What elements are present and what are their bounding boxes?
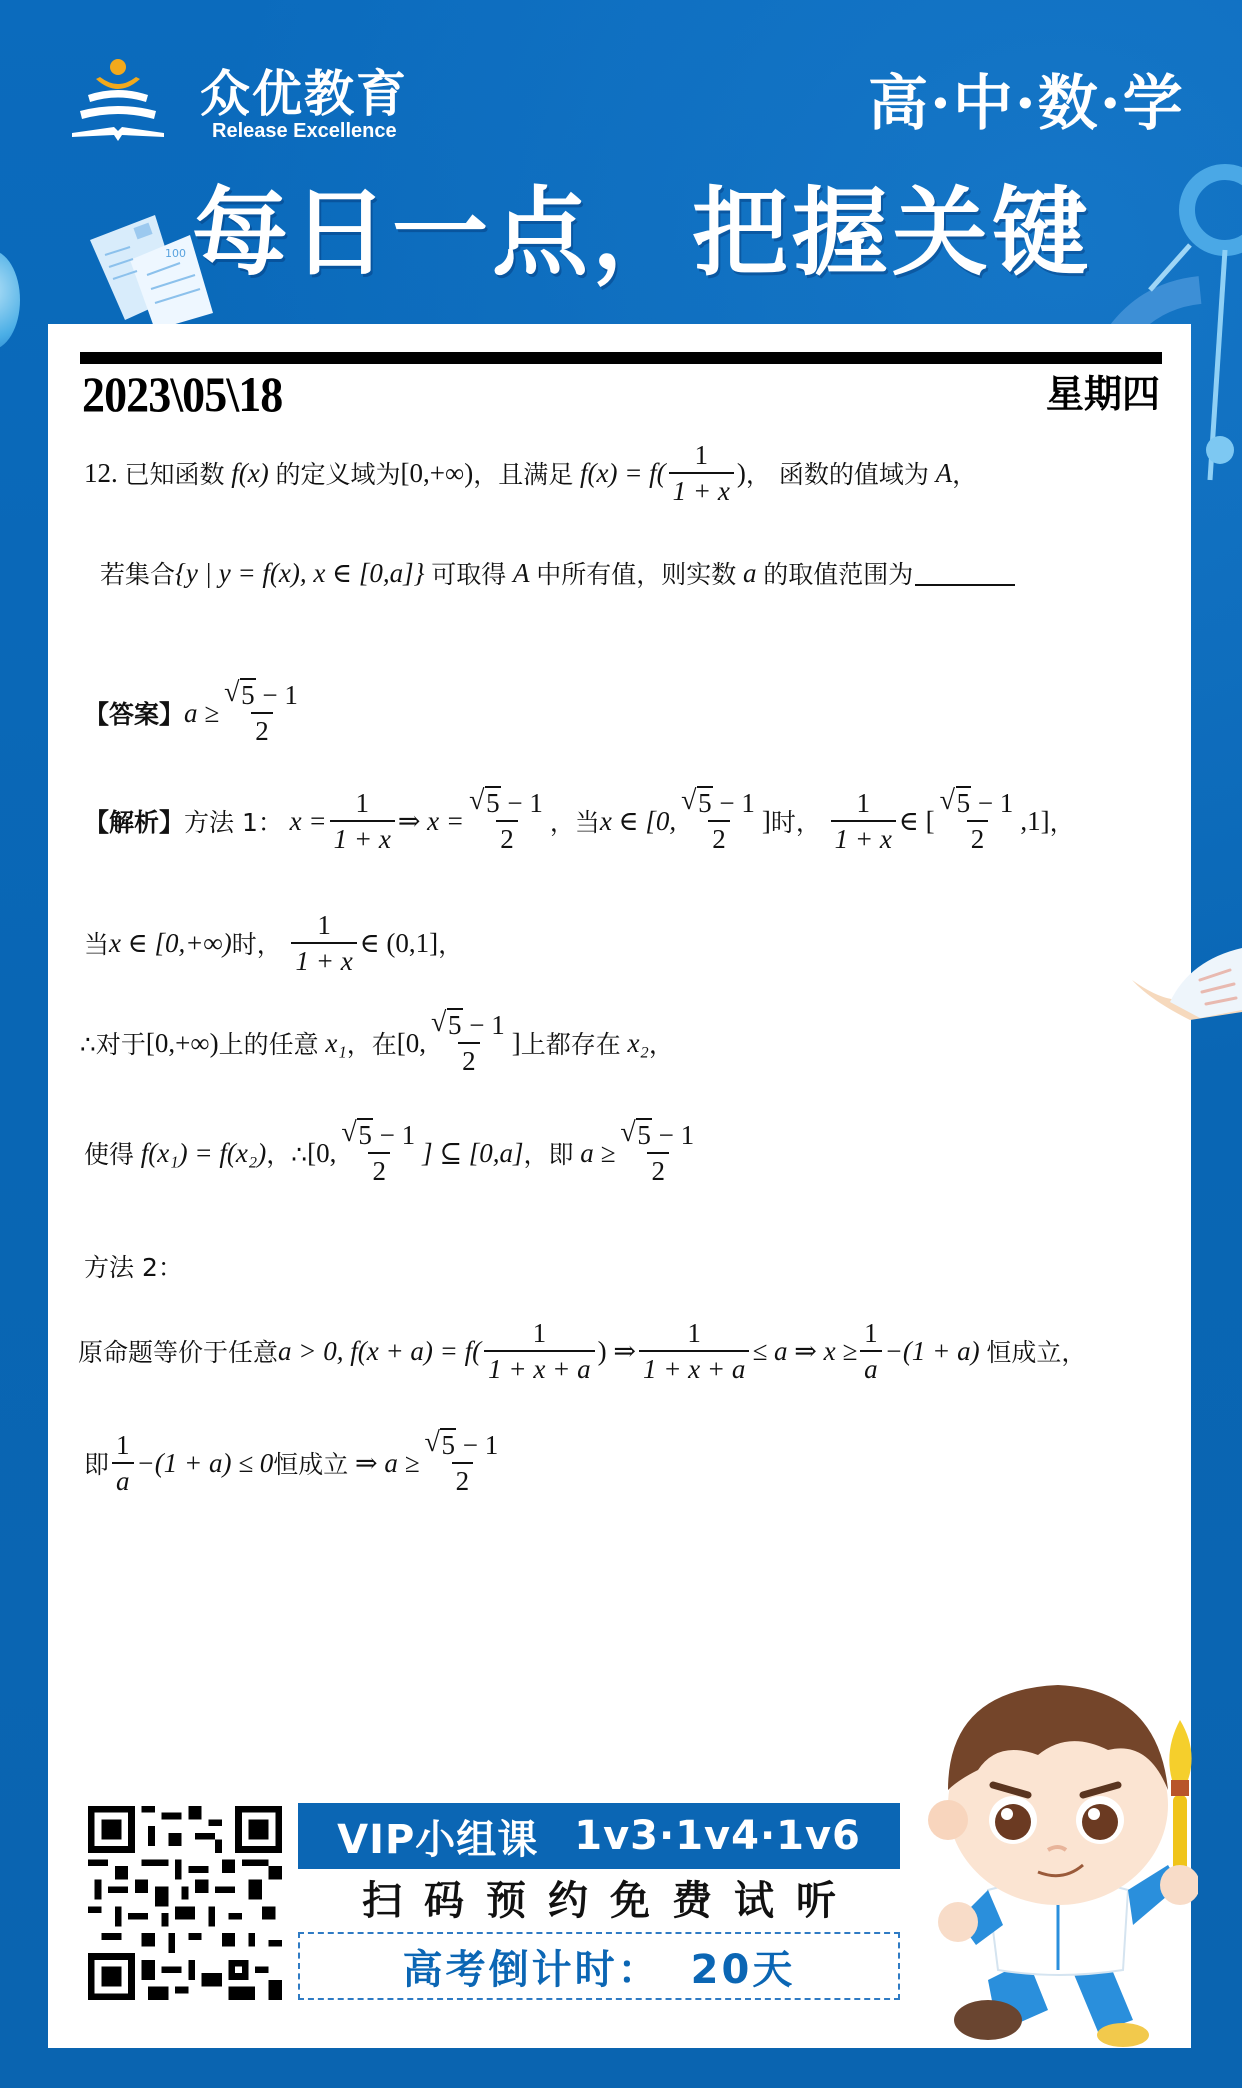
numerator: [429, 1010, 509, 1042]
math: ≤ a ⇒ x ≥: [752, 1335, 858, 1366]
text: − 1: [372, 1120, 416, 1150]
fraction: [467, 788, 547, 854]
text: 原命题等价于任意: [78, 1338, 279, 1367]
divider-bar: [80, 352, 1162, 364]
fraction: [330, 788, 395, 854]
date: 2023\05\18: [82, 366, 283, 422]
denominator: 1 + x + a: [484, 1350, 594, 1384]
text: − 1: [500, 788, 543, 818]
headline: 每日一点，把握关键: [192, 177, 1092, 289]
question-line-2: [100, 555, 1015, 591]
numerator: 1: [694, 440, 709, 470]
sqrt: [683, 788, 713, 818]
text: 上都存在: [520, 1030, 621, 1059]
text: − 1: [712, 788, 755, 818]
denominator: 2: [496, 820, 518, 854]
text: 恒成立: [273, 1450, 349, 1479]
denominator: 2: [368, 1152, 390, 1186]
countdown-label: 高考倒计时：: [402, 1946, 661, 1993]
numerator: 1: [116, 1430, 130, 1460]
text: 中所有值，则实数: [536, 560, 737, 589]
numerator: [618, 1120, 698, 1152]
text: 时，: [770, 808, 821, 837]
math: x₁: [325, 1027, 347, 1058]
math: A: [935, 457, 953, 488]
math: f(x₁) = f(x₂): [140, 1137, 267, 1168]
question-number: 12.: [84, 457, 118, 488]
text: ，: [648, 1030, 674, 1059]
math: A: [512, 557, 530, 588]
vip-formats: 1v3·1v4·1v6: [574, 1813, 861, 1859]
answer-line: [84, 680, 305, 746]
radicand: 5: [956, 788, 971, 818]
math: [0,: [307, 1137, 337, 1168]
numerator: 1: [687, 1318, 701, 1348]
math: a: [742, 557, 757, 588]
math: a > 0, f(x + a) = f(: [278, 1335, 482, 1366]
math: x₂: [627, 1027, 649, 1058]
numerator: [339, 1120, 419, 1152]
text: ，在: [346, 1030, 397, 1059]
text: 若集合: [100, 560, 176, 589]
answer-blank: [915, 560, 1015, 586]
solution-line-3: [80, 1010, 674, 1076]
sqrt: [471, 788, 501, 818]
svg-text:100: 100: [165, 247, 186, 260]
denominator: 1 + x + a: [639, 1350, 749, 1384]
math: ) ⇒: [597, 1335, 636, 1366]
sqrt: [226, 680, 256, 710]
math: x ∈ [0,+∞): [109, 927, 232, 958]
text: ，: [438, 930, 464, 959]
numerator: 1: [355, 788, 369, 818]
denominator: 2: [708, 820, 730, 854]
fraction: [639, 1318, 749, 1384]
radicand: 5: [698, 788, 712, 818]
question-line-1: [84, 440, 977, 506]
subject-title: 高·中·数·学: [868, 69, 1185, 139]
math: ]: [511, 1027, 521, 1058]
radicand: 5: [358, 1120, 372, 1150]
student-mascot-with-brush-icon: [918, 1660, 1198, 2050]
solution-line-6: [84, 1430, 505, 1496]
fraction: [339, 1120, 419, 1186]
denominator: 1 + x: [330, 820, 395, 854]
text: ∴对于: [80, 1030, 146, 1059]
fraction: [669, 440, 734, 506]
text: ，即: [523, 1140, 574, 1169]
numerator: 1: [864, 1318, 878, 1348]
text: 的定义域为: [275, 460, 401, 489]
scan-to-book-text: 扫码预约免费试听: [362, 1878, 858, 1924]
text: 时，: [231, 930, 282, 959]
sqrt: [426, 1430, 456, 1460]
text: ，: [1049, 808, 1075, 837]
math: ⇒ a ≥: [355, 1447, 420, 1478]
text: − 1: [971, 788, 1014, 818]
math: ,1]: [1020, 805, 1050, 836]
math: x =: [289, 805, 327, 836]
fraction: [860, 1318, 882, 1384]
decorative-sphere-icon: [0, 250, 20, 350]
math: {y | y = f(x), x ∈ [0,a]}: [175, 557, 425, 588]
denominator: 1 + x: [831, 820, 896, 854]
fraction: [222, 680, 302, 746]
text: − 1: [455, 1430, 499, 1460]
fraction: [679, 788, 759, 854]
text: ，∴: [266, 1140, 308, 1169]
radicand: 5: [241, 680, 255, 710]
denominator: 2: [967, 820, 989, 854]
math: a ≥: [580, 1137, 616, 1168]
fraction: [429, 1010, 509, 1076]
text: ，: [952, 460, 978, 489]
numerator: [422, 1430, 502, 1462]
text: 当: [84, 930, 110, 959]
weekday: 星期四: [1045, 371, 1160, 416]
text: 已知函数: [124, 460, 225, 489]
fraction: [112, 1430, 134, 1496]
math: ∈ [: [898, 805, 935, 836]
math: −(1 + a): [884, 1335, 980, 1366]
math: [0,: [396, 1027, 427, 1058]
math: ∈ (0,1]: [359, 927, 439, 958]
math: f(x): [231, 457, 269, 488]
solution-line-1: [84, 788, 1075, 854]
sqrt: [433, 1010, 463, 1040]
curled-paper-decoration-icon: [1130, 940, 1242, 1030]
numerator: [467, 788, 547, 820]
math: ⇒ x =: [397, 805, 465, 836]
math: x ∈ [0,: [599, 805, 677, 836]
method-2-label: [84, 1248, 183, 1284]
denominator: 1 + x: [669, 472, 734, 506]
solution-line-5: [78, 1318, 1086, 1384]
text: ，且满足: [473, 460, 574, 489]
math: a ≥: [184, 697, 220, 728]
solution-label: 【解析】: [84, 808, 185, 837]
numerator: 1: [317, 910, 331, 940]
text: − 1: [462, 1010, 505, 1040]
denominator: 2: [452, 1462, 474, 1496]
denominator: 1 + x: [291, 942, 356, 976]
fraction: [484, 1318, 594, 1384]
numerator: [679, 788, 759, 820]
fraction: [618, 1120, 698, 1186]
text: ，当: [549, 808, 600, 837]
vip-course-banner[interactable]: [298, 1803, 900, 1869]
denominator: 2: [458, 1042, 480, 1076]
text: − 1: [651, 1120, 695, 1150]
numerator: [222, 680, 302, 712]
denominator: a: [860, 1350, 882, 1384]
exam-countdown: [298, 1932, 900, 2000]
brand-name-cn: 众优教育: [200, 65, 408, 123]
vip-label: VIP小组课: [337, 1816, 539, 1863]
numerator: 1: [856, 788, 870, 818]
math: ]: [761, 805, 771, 836]
countdown-value: 20天: [690, 1946, 796, 1993]
text: 恒成立，: [986, 1338, 1087, 1367]
sqrt: [343, 1120, 373, 1150]
numerator: 1: [532, 1318, 547, 1348]
math: ] ⊆ [0,a]: [422, 1137, 524, 1168]
solution-line-4: [84, 1120, 701, 1186]
solution-line-2: [84, 910, 463, 976]
fraction: [291, 910, 356, 976]
text: 的取值范围为: [763, 560, 914, 589]
zhongyou-logo-icon: [68, 55, 168, 145]
brand-name-en: Release Excellence: [212, 120, 397, 142]
math: ): [736, 457, 746, 488]
sqrt: [622, 1120, 652, 1150]
radicand: 5: [637, 1120, 651, 1150]
text: 即: [84, 1450, 110, 1479]
text: − 1: [255, 680, 298, 710]
denominator: a: [112, 1462, 134, 1496]
text: 可取得: [431, 560, 507, 589]
math: [0,+∞): [400, 457, 474, 488]
text: 方法 2：: [84, 1253, 183, 1282]
radicand: 5: [448, 1010, 462, 1040]
denominator: 2: [251, 712, 273, 746]
text: 上的任意: [218, 1030, 319, 1059]
fraction: [831, 788, 896, 854]
sqrt: [942, 788, 972, 818]
answer-label: 【答案】: [84, 700, 185, 729]
math: [0,+∞): [145, 1027, 219, 1058]
radicand: 5: [441, 1430, 455, 1460]
method-1-label: 方法 1：: [184, 808, 283, 837]
text: 使得: [84, 1140, 135, 1169]
radicand: 5: [486, 788, 500, 818]
numerator: [938, 788, 1018, 820]
qr-code-icon[interactable]: [88, 1806, 282, 2000]
math: −(1 + a) ≤ 0: [136, 1447, 274, 1478]
fraction: [422, 1430, 502, 1496]
math: f(x) = f(: [579, 457, 666, 488]
text: ， 函数的值域为: [745, 460, 929, 489]
denominator: 2: [647, 1152, 669, 1186]
fraction: [938, 788, 1018, 854]
